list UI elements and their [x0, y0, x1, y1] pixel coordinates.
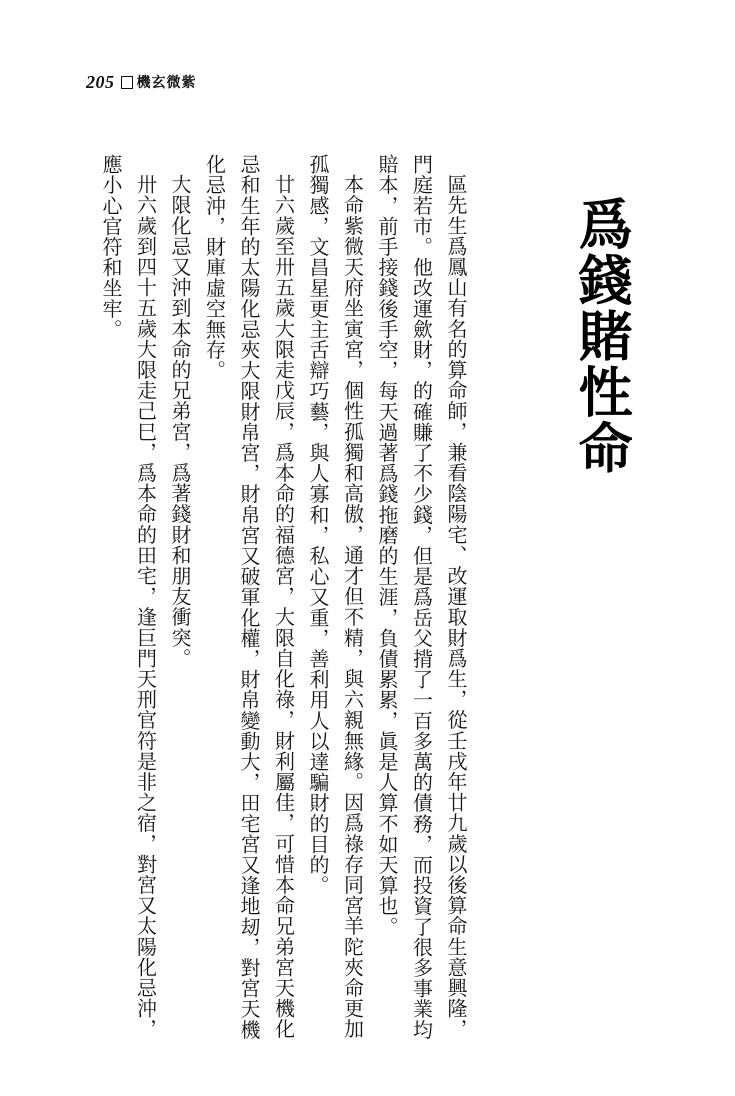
- article-body: [94, 154, 474, 1054]
- page-number: 205: [86, 71, 115, 92]
- page-header: [86, 70, 197, 94]
- paragraph: 大限化忌又沖到本命的兄弟宮，爲著錢財和朋友衝突。: [168, 174, 192, 669]
- article-title: 爲錢賭性命: [570, 196, 634, 476]
- header-box-ornament: [121, 76, 133, 89]
- paragraph: 區先生爲鳳山有名的算命師，兼看陰陽宅、改運取財爲生，從壬戌年廿九歲以後算命生意興隆，門庭若市。他改運歛財，的確賺了不少錢，但是爲岳父揹了一百多萬的債務，而投資了很多事業均賠本，前手接錢後手空，每天過著爲錢拖磨的生涯，負債累累，眞是人算不如天算也。: [375, 154, 468, 1040]
- paragraph: 廿六歲至卅五歲大限走戊辰，爲本命的福德宮，大限自化祿，財利屬佳，可惜本命兄弟宮天機化忌和生年的太陽化忌夾大限財帛宮，財帛宮又破軍化權，財帛變動大，田宅宮又逢地刼，對宮天機化忌沖，財庫虛空無存。: [202, 154, 296, 1040]
- paragraph: 卅六歲到四十五歲大限走己巳，爲本命的田宅，逢巨門天刑官符是非之宿，對宮又太陽化忌沖，應小心官符和坐牢。: [99, 154, 158, 1040]
- book-title: 機玄微紫: [136, 75, 197, 91]
- paragraph: 本命紫微天府坐寅宮，個性孤獨和高傲，通才但不精，與六親無緣。因爲祿存同宮羊陀夾命更加孤獨感，文昌星更主舌辯巧藝，與人寡和，私心又重，善利用人以達騙財的目的。: [306, 154, 365, 1040]
